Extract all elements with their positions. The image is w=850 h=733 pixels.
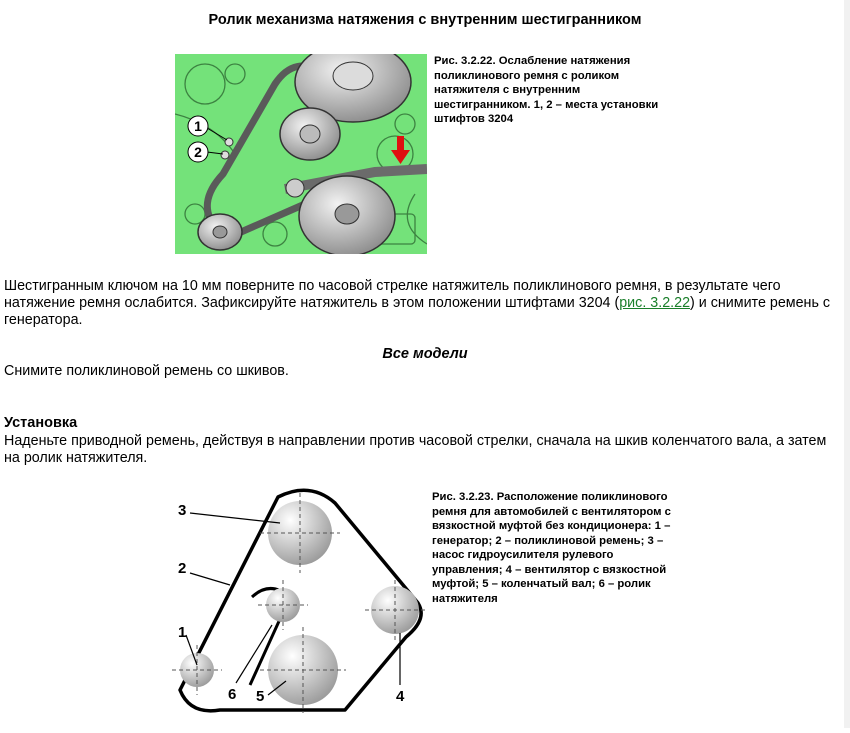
- figure2-label-3: 3: [178, 502, 187, 519]
- belt-routing-drawing: [160, 485, 430, 728]
- figure2-label-2: 2: [178, 560, 187, 577]
- figure2-label-4: 4: [396, 688, 405, 705]
- paragraph-install-belt: Наденьте приводной ремень, действуя в направлении против часовой стрелки, сначала на шкив коленчатого вала, а затем на ролик натяжителя.: [4, 433, 827, 466]
- figure2-label-5: 5: [256, 688, 265, 705]
- pulley-crankshaft: [260, 627, 346, 713]
- heading-installation: Установка: [4, 415, 78, 431]
- figure1-caption: Рис. 3.2.22. Ослабление натяжения поликлинового ремня с роликом натяжителя с внутренним шестигранником. 1, 2 – места установки штифтов 3204: [434, 55, 659, 125]
- paragraph-remove-belt: Снимите поликлиновой ремень со шкивов.: [4, 363, 289, 379]
- subheading-all-models: Все модели: [382, 346, 468, 362]
- figure1-label-1: 1: [194, 118, 202, 134]
- tensioner-photo: [175, 54, 427, 254]
- paragraph-loosen-belt: [4, 278, 844, 329]
- figure2-caption: Рис. 3.2.23. Расположение поликлинового ремня для автомобилей с вентилятором с вязкостной муфтой без кондиционера: 1 – генератор; 2 – поликлиновой ремень; 3 – насос гидроусилителя рулевого управления; 4 – вентилятор с вязкостной муфтой; 5 – коленчатый вал; 6 – ролик натяжителя: [432, 491, 671, 605]
- paragraph-text-start: Шестигранным ключом на 10 мм поверните по часовой стрелке натяжитель поликлинового ремня, в результате чего натяжение ремня ослабится. Зафиксируйте натяжитель в этом положении штифтами 3204 (: [4, 278, 781, 311]
- belt-routing-diagram: [160, 485, 430, 728]
- figure2-label-6: 6: [228, 686, 237, 703]
- figure2-label-1: 1: [178, 624, 187, 641]
- pulley-fan: [365, 580, 425, 640]
- tensioner-drawing: [175, 54, 427, 254]
- figure1-label-2: 2: [194, 144, 202, 160]
- page-title: Ролик механизма натяжения с внутренним шестигранником: [208, 12, 642, 28]
- vertical-scrollbar[interactable]: [844, 0, 850, 728]
- paragraph-text-end: ) и снимите ремень с генератора.: [4, 295, 831, 328]
- figure-link[interactable]: рис. 3.2.22: [619, 295, 691, 311]
